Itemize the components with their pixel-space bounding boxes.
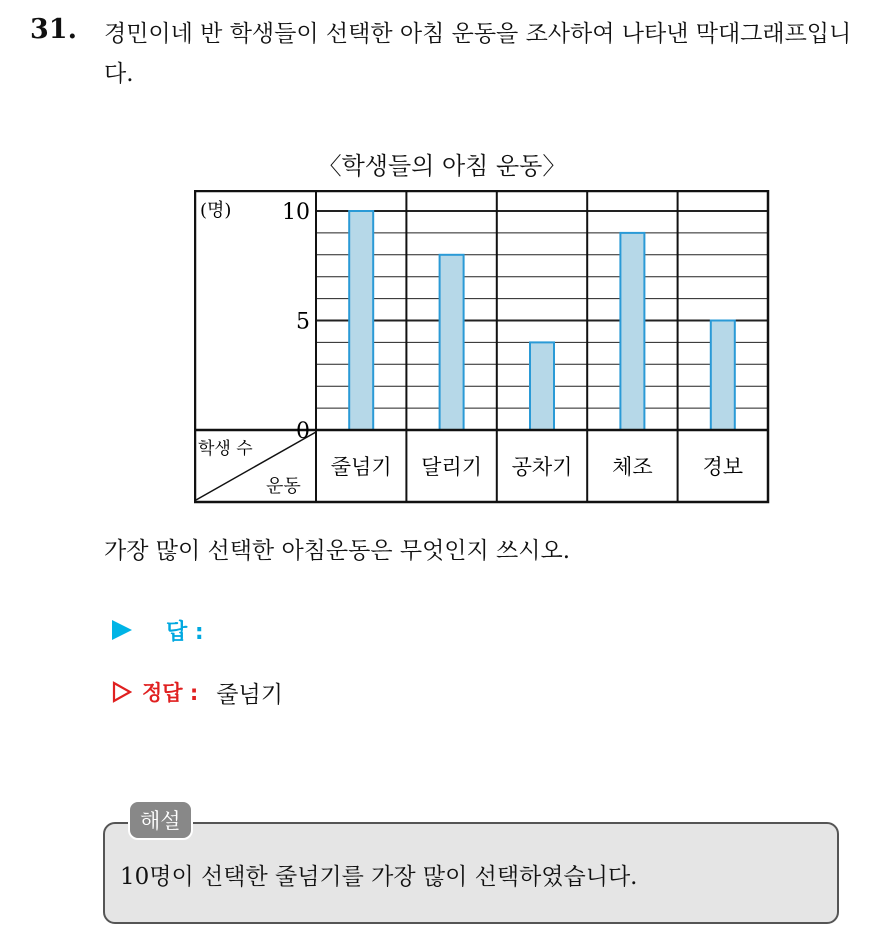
- bar-chart: [194, 190, 770, 504]
- y-tick-labels: [282, 200, 310, 444]
- explanation-tag: 해설: [128, 800, 193, 840]
- x-tick-label: 달리기: [421, 455, 483, 479]
- correct-answer-row: [112, 672, 283, 712]
- question-prompt: 가장 많이 선택한 아침운동은 무엇인지 쓰시오.: [104, 538, 571, 564]
- question-number: 31.: [30, 14, 77, 45]
- answer-row: [112, 610, 204, 650]
- y-tick-label: 10: [282, 200, 310, 225]
- question-text: 경민이네 반 학생들이 선택한 아침 운동을 조사하여 나타낸 막대그래프입니다.: [104, 21, 852, 87]
- play-arrow-icon: [112, 620, 132, 640]
- bar: [711, 321, 735, 431]
- x-tick-label: 체조: [612, 455, 653, 479]
- y-tick-label: 5: [296, 309, 310, 335]
- explanation-text: 10명이 선택한 줄넘기를 가장 많이 선택하였습니다.: [120, 864, 638, 890]
- bar: [620, 233, 644, 430]
- correct-answer-label: 정답 :: [142, 681, 199, 705]
- outline-arrow-icon: [112, 681, 132, 703]
- corner-label-bottom: 운동: [266, 476, 301, 497]
- x-tick-label: 공차기: [511, 455, 573, 479]
- y-tick-label: 0: [296, 419, 310, 444]
- y-unit-label: (명): [200, 200, 232, 221]
- bar: [440, 255, 464, 430]
- correct-answer-value: 줄넘기: [216, 681, 283, 708]
- x-tick-label: 줄넘기: [330, 455, 392, 479]
- x-tick-label: 경보: [702, 455, 744, 479]
- x-tick-labels: [331, 455, 743, 479]
- corner-label-top: 학생 수: [198, 439, 253, 459]
- answer-label: 답 :: [166, 619, 204, 645]
- bar: [530, 342, 554, 430]
- chart-title: 〈학생들의 아침 운동〉: [317, 152, 567, 180]
- bar: [349, 211, 373, 430]
